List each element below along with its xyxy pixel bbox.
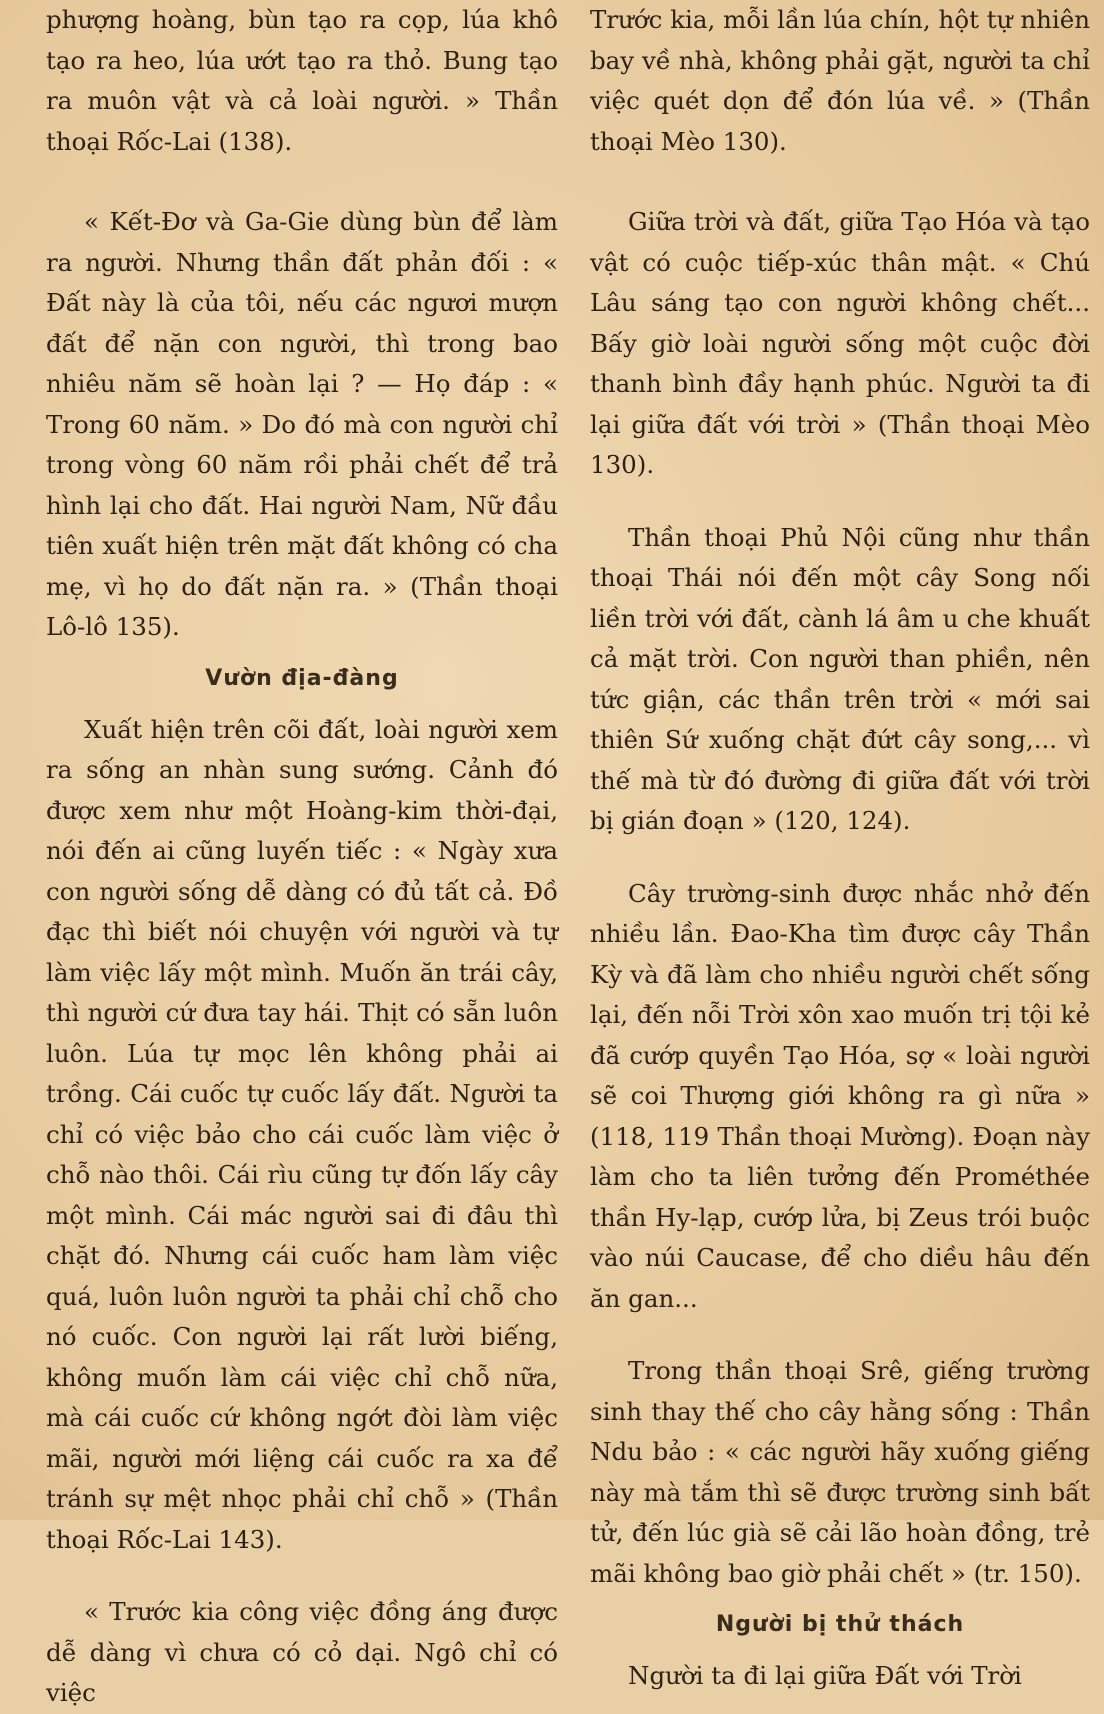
right-paragraph-6: Người ta đi lại giữa Đất với Trời xyxy=(628,1661,1022,1690)
left-paragraph-4: « Trước kia công việc đồng áng được dễ dàng vì chưa có cỏ dại. Ngô chỉ có việc xyxy=(46,1597,558,1707)
left-column xyxy=(46,0,558,1707)
right-paragraph-4: Cây trường-sinh được nhắc nhở đến nhiều lần. Đao-Kha tìm được cây Thần Kỳ và đã làm cho nhiều người chết sống lại, đến nỗi Trời xôn xao muốn trị tội kẻ đã cướp quyền Tạo Hóa, sợ « loài người sẽ coi Thượng giới không ra gì nữa » (118, 119 Thần thoại Mường). Đoạn này làm cho ta liên tưởng đến Prométhée thần Hy-lạp, cướp lửa, bị Zeus trói buộc vào núi Caucase, để cho diều hâu đến ăn gan... xyxy=(590,878,1090,1313)
right-paragraph-2: Giữa trời và đất, giữa Tạo Hóa và tạo vật có cuộc tiếp-xúc thân mật. « Chú Lâu sáng tạo con người không chết... Bấy giờ loài người sống một cuộc đời thanh bình đầy hạnh phúc. Người ta đi lại giữa đất với trời » (Thần thoại Mèo 130). xyxy=(590,207,1090,479)
right-paragraph-5: Trong thần thoại Srê, giếng trường sinh thay thế cho cây hằng sống : Thần Ndu bảo : « các người hãy xuống giếng này mà tắm thì sẽ được trường sinh bất tử, đến lúc già sẽ cải lão hoàn đồng, trẻ mãi không bao giờ phải chết » (tr. 150). xyxy=(590,1356,1090,1588)
right-paragraph-3: Thần thoại Phủ Nội cũng như thần thoại Thái nói đến một cây Song nối liền trời với đất, cành lá âm u che khuất cả mặt trời. Con người than phiền, nên tức giận, các thần trên trời « mới sai thiên Sứ xuống chặt đứt cây song,... vì thế mà từ đó đường đi giữa đất với trời bị gián đoạn » (120, 124). xyxy=(590,522,1090,835)
left-paragraph-3: Xuất hiện trên cõi đất, loài người xem ra sống an nhàn sung sướng. Cảnh đó được xem như một Hoàng-kim thời-đại, nói đến ai cũng luyến tiếc : « Ngày xưa con người sống dễ dàng có đủ tất cả. Đồ đạc thì biết nói chuyện với người và tự làm việc lấy một mình. Muốn ăn trái cây, thì người cứ đưa tay hái. Thịt có sẵn luôn luôn. Lúa tự mọc lên không phải ai trồng. Cái cuốc tự cuốc lấy đất. Người ta chỉ có việc bảo cho cái cuốc làm việc ở chỗ nào thôi. Cái rìu cũng tự đốn lấy cây một mình. Cái mác người sai đi đâu thì chặt đó. Nhưng cái cuốc ham làm việc quá, luôn luôn người ta phải chỉ chỗ cho nó cuốc. Con người lại rất lười biếng, không muốn làm cái việc chỉ chỗ nữa, mà cái cuốc cứ không ngớt đòi làm việc mãi, người mới liệng cái cuốc ra xa để tránh sự mệt nhọc phải chỉ chỗ » (Thần thoại Rốc-Lai 143). xyxy=(46,714,558,1554)
section-heading-trial: Người bị thử thách xyxy=(715,1612,965,1637)
right-column xyxy=(590,0,1090,1690)
left-paragraph-1: phượng hoàng, bùn tạo ra cọp, lúa khô tạo ra heo, lúa ướt tạo ra thỏ. Bung tạo ra muôn vật và cả loài người. » Thần thoại Rốc-Lai (138). xyxy=(46,5,558,156)
section-heading-garden: Vườn địa-đàng xyxy=(205,665,399,691)
left-paragraph-2: « Kết-Đơ và Ga-Gie dùng bùn để làm ra người. Nhưng thần đất phản đối : « Đất này là của tôi, nếu các ngươi mượn đất để nặn con người, thì trong bao nhiêu năm sẽ hoàn lại ? — Họ đáp : « Trong 60 năm. » Do đó mà con người chỉ trong vòng 60 năm rồi phải chết để trả hình lại cho đất. Hai người Nam, Nữ đầu tiên xuất hiện trên mặt đất không có cha mẹ, vì họ do đất nặn ra. » (Thần thoại Lô-lô 135). xyxy=(46,207,558,641)
right-paragraph-1: Trước kia, mỗi lần lúa chín, hột tự nhiên bay về nhà, không phải gặt, người ta chỉ việc quét dọn để đón lúa về. » (Thần thoại Mèo 130). xyxy=(590,5,1090,156)
